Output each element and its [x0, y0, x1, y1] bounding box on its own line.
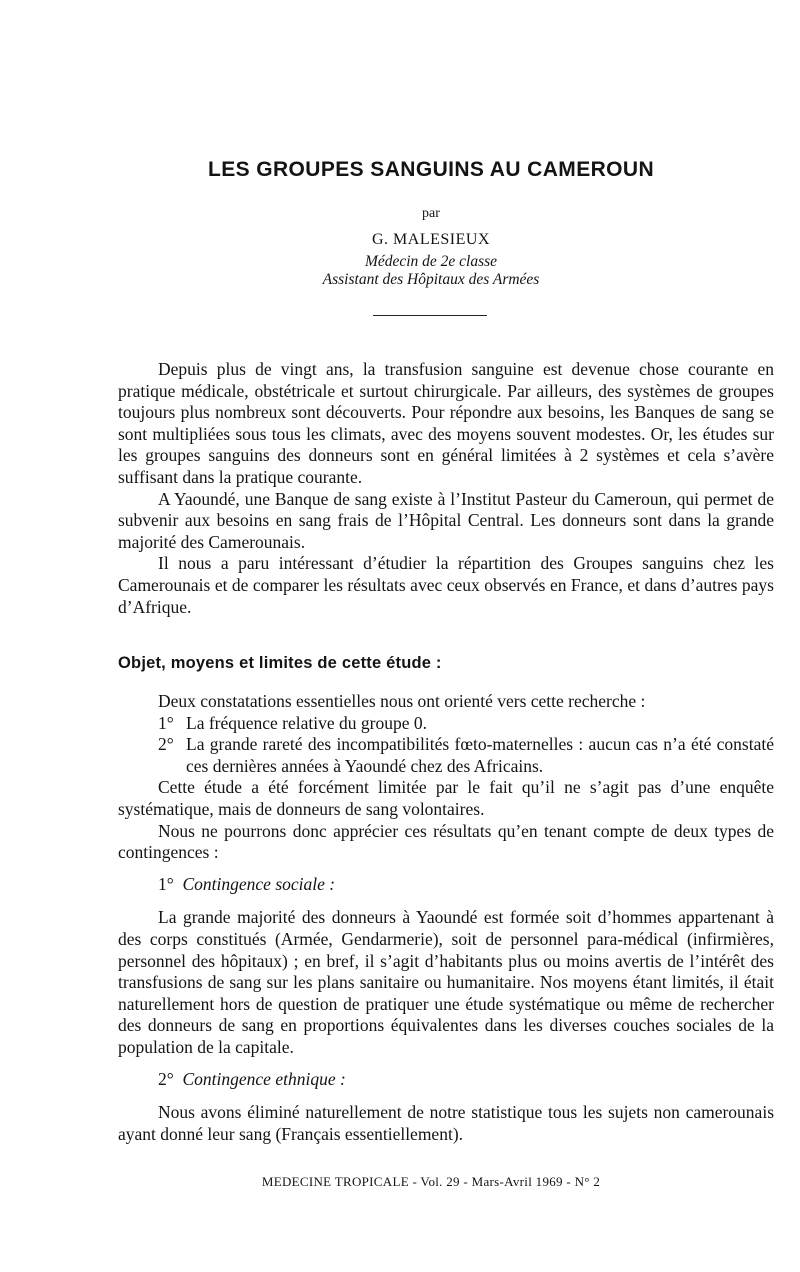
intro-paragraph-3: Il nous a paru intéressant d’étudier la répartition des Groupes sanguins chez les Camerounais et de comparer les résultats avec ceux observés en France, et dans d’autres pays d’Afrique.: [118, 553, 774, 617]
paragraph-social: La grande majorité des donneurs à Yaoundé est formée soit d’hommes appartenant à des corps constitués (Armée, Gendarmerie), soit de personnel para-médical (infirmières, personnel des hôpitaux) ; en bref, il s’agit d’habitants plus ou moins avertis de l’intérêt des transfusions de sang sur les plans sanitaire ou humanitaire. Nos moyens étant limités, il était naturellement hors de question de pratiquer une étude systématique ou même de rechercher des donneurs de sang en proportions équivalentes dans les diverses couches sociales de la population de la capitale.: [118, 907, 774, 1057]
list-item-number: 1°: [158, 712, 174, 733]
list-item-text: La grande rareté des incompatibilités fœto-maternelles : aucun cas n’a été constaté ces dernières années à Yaoundé chez des Africains.: [186, 734, 774, 776]
objectives-section: [118, 691, 774, 1145]
section-heading: Objet, moyens et limites de cette étude :: [118, 654, 442, 672]
subheading-ethnic: [118, 1069, 774, 1091]
article-title: LES GROUPES SANGUINS AU CAMEROUN: [207, 158, 655, 181]
author-role-2: Assistant des Hôpitaux des Armées: [322, 271, 540, 288]
author-name: G. MALESIEUX: [372, 231, 490, 248]
lead-paragraph: Deux constatations essentielles nous ont orienté vers cette recherche :: [158, 691, 646, 711]
list-item: [118, 734, 774, 777]
subheading-number: 2°: [158, 1068, 174, 1089]
intro-paragraph-1: Depuis plus de vingt ans, la transfusion sanguine est devenue chose courante en pratique médicale, obstétricale et surtout chirurgicale. Par ailleurs, des systèmes de groupes toujours plus nombreux sont découverts. Pour répondre aux besoins, les Banques de sang se sont multipliées sous tous les climats, avec des moyens souvent modestes. Or, les études sur les groupes sanguins des donneurs sont en général limitées à 2 systèmes et cela s’avère suffisant dans la pratique courante.: [118, 359, 774, 487]
subheading-number: 1°: [158, 873, 174, 894]
byline-par: par: [422, 206, 440, 221]
subheading-social: [118, 874, 774, 896]
intro-section: [118, 359, 774, 618]
subheading-title: Contingence sociale :: [182, 873, 336, 894]
journal-footer: MEDECINE TROPICALE - Vol. 29 - Mars-Avril 1969 - N° 2: [261, 1174, 601, 1189]
paragraph-ethnic: Nous avons éliminé naturellement de notre statistique tous les sujets non camerounais ayant donné leur sang (Français essentiellement).: [118, 1102, 774, 1144]
subheading-title: Contingence ethnique :: [182, 1068, 346, 1089]
list-item: [118, 713, 774, 735]
paragraph-limited: Cette étude a été forcément limitée par le fait qu’il ne s’agit pas d’une enquête systématique, mais de donneurs de sang volontaires.: [118, 777, 774, 819]
paragraph-contingences: Nous ne pourrons donc apprécier ces résultats qu’en tenant compte de deux types de contingences :: [118, 820, 774, 863]
list-item-text: La fréquence relative du groupe 0.: [186, 712, 427, 733]
title-divider: [373, 315, 487, 316]
intro-paragraph-2: A Yaoundé, une Banque de sang existe à l’Institut Pasteur du Cameroun, qui permet de subvenir aux besoins en sang frais de l’Hôpital Central. Les donneurs sont dans la grande majorité des Camerounais.: [118, 488, 774, 552]
list-item-number: 2°: [158, 734, 174, 755]
author-role-1: Médecin de 2e classe: [364, 253, 498, 270]
